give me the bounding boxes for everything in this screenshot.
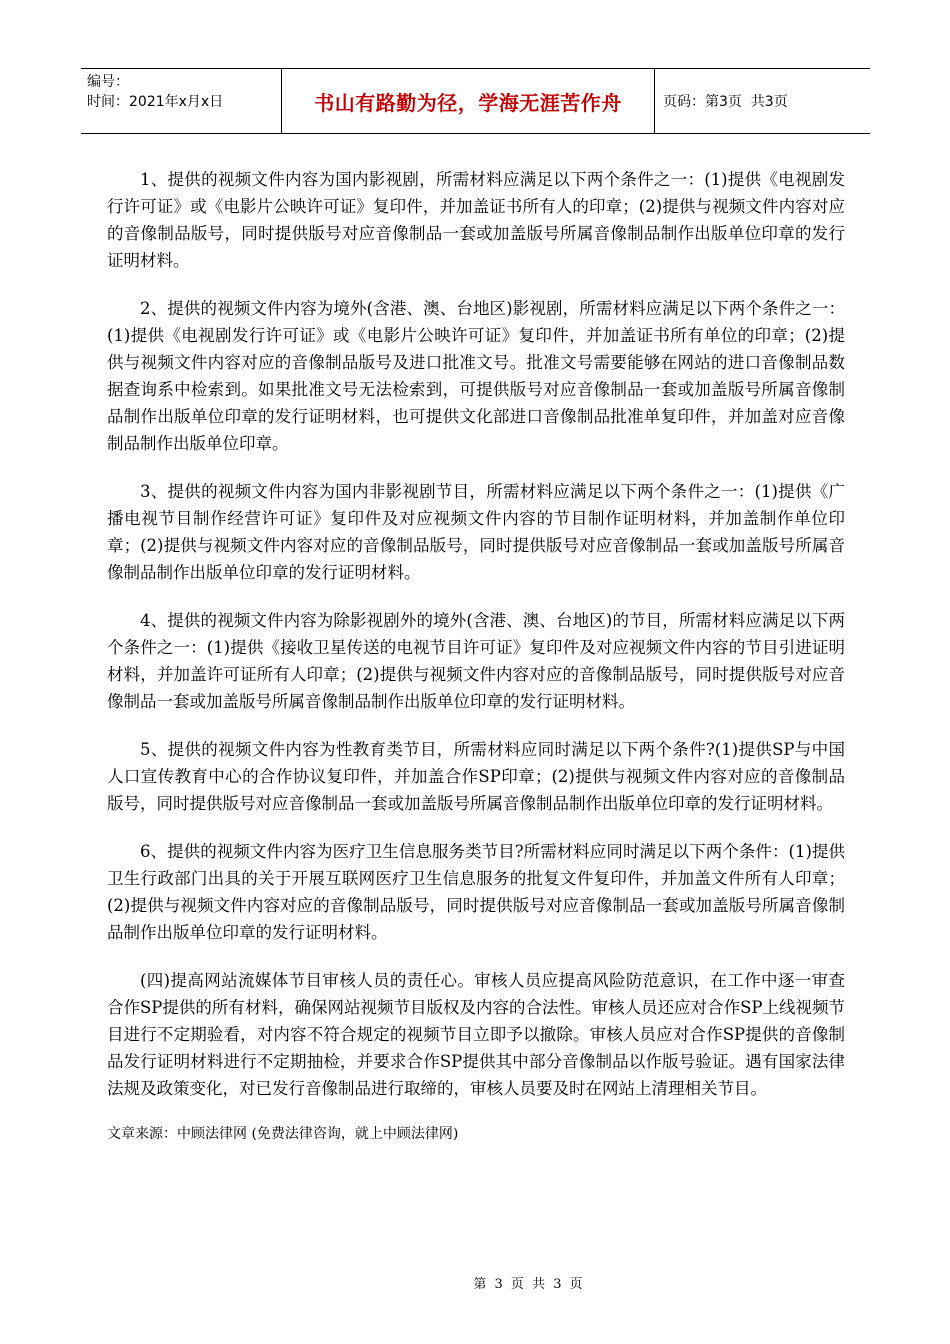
paragraph-7: (四)提高网站流媒体节目审核人员的责任心。审核人员应提高风险防范意识，在工作中逐一审查合作SP提供的所有材料，确保网站视频节目版权及内容的合法性。审核人员还应对合作SP上线视频节目进行不定期验看，对内容不符合规定的视频节目立即予以撤除。审核人员应对合作SP提供的音像制品发行证明材料进行不定期抽检，并要求合作SP提供其中部分音像制品以作版号验证。遇有国家法律法规及政策变化，对已发行音像制品进行取缔的，审核人员要及时在网站上清理相关节目。 xyxy=(107,971,845,1098)
paragraph-5: 5、提供的视频文件内容为性教育类节目，所需材料应同时满足以下两个条件?(1)提供SP与中国人口宣传教育中心的合作协议复印件，并加盖合作SP印章；(2)提供与视频文件内容对应的音像制品版号，同时提供版号对应音像制品一套或加盖版号所属音像制品制作出版单位印章的发行证明材料。 xyxy=(107,740,845,813)
document-number-label: 编号： xyxy=(87,74,129,90)
paragraph-1: 1、提供的视频文件内容为国内影视剧，所需材料应满足以下两个条件之一：(1)提供《电视剧发行许可证》或《电影片公映许可证》复印件，并加盖证书所有人的印章；(2)提供与视频文件内容对应的音像制品版号，同时提供版号对应音像制品一套或加盖版号所属音像制品制作出版单位印章的发行证明材料。 xyxy=(107,170,845,270)
page-footer: 第 3 页 共 3 页 xyxy=(473,1277,583,1292)
paragraph-3: 3、提供的视频文件内容为国内非影视剧节目，所需材料应满足以下两个条件之一：(1)提供《广播电视节目制作经营许可证》复印件及对应视频文件内容的节目制作证明材料，并加盖制作单位印章；(2)提供与视频文件内容对应的音像制品版号，同时提供版号对应音像制品一套或加盖版号所属音像制品制作出版单位印章的发行证明材料。 xyxy=(107,482,845,582)
page-header xyxy=(81,68,870,134)
header-meta xyxy=(81,69,282,133)
header-page-label: 页码：第3页 共3页 xyxy=(663,94,788,110)
paragraph-6: 6、提供的视频文件内容为医疗卫生信息服务类节目?所需材料应同时满足以下两个条件：(1)提供卫生行政部门出具的关于开展互联网医疗卫生信息服务的批复文件复印件，并加盖文件所有人印章；(2)提供与视频文件内容对应的音像制品版号，同时提供版号对应音像制品一套或加盖版号所属音像制品制作出版单位印章的发行证明材料。 xyxy=(107,842,845,942)
paragraph-2: 2、提供的视频文件内容为境外(含港、澳、台地区)影视剧，所需材料应满足以下两个条件之一：(1)提供《电视剧发行许可证》或《电影片公映许可证》复印件，并加盖证书所有单位的印章；(2)提供与视频文件内容对应的音像制品版号及进口批准文号。批准文号需要能够在网站的进口音像制品数据查询系中检索到。如果批准文号无法检索到，可提供版号对应音像制品一套或加盖版号所属音像制品制作出版单位印章的发行证明材料，也可提供文化部进口音像制品批准单复印件，并加盖对应音像制品制作出版单位印章。 xyxy=(107,299,845,453)
document-date-label: 时间：2021年x月x日 xyxy=(87,94,224,110)
header-page-info xyxy=(655,69,870,133)
paragraph-4: 4、提供的视频文件内容为除影视剧外的境外(含港、澳、台地区)的节目，所需材料应满足以下两个条件之一：(1)提供《接收卫星传送的电视节目许可证》复印件及对应视频文件内容的节目引进证明材料，并加盖许可证所有人印章；(2)提供与视频文件内容对应的音像制品版号，同时提供版号对应音像制品一套或加盖版号所属音像制品制作出版单位印章的发行证明材料。 xyxy=(107,611,845,711)
source-line: 文章来源：中顾法律网 (免费法律咨询，就上中顾法律网) xyxy=(107,1126,459,1142)
header-motto: 书山有路勤为径，学海无涯苦作舟 xyxy=(282,69,655,133)
document-body xyxy=(107,166,845,1145)
